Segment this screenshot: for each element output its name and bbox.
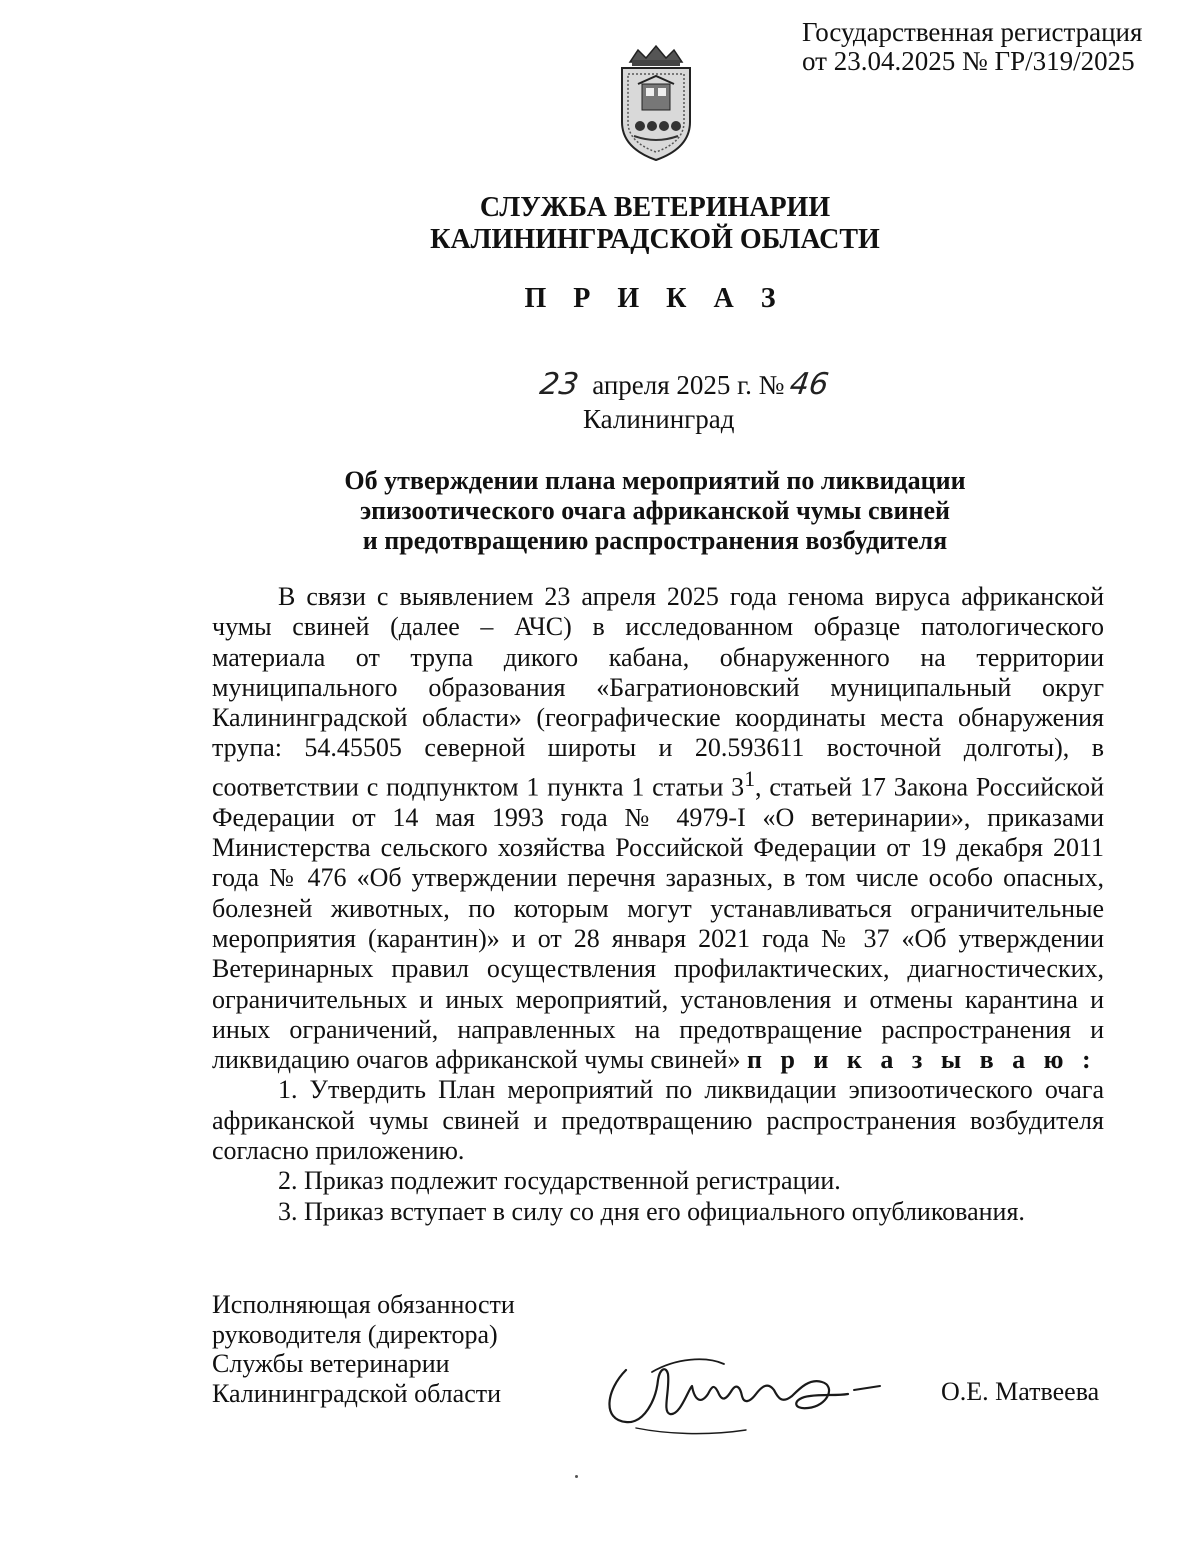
preamble-superscript: 1 bbox=[744, 766, 756, 791]
order-item-2: 2. Приказ подлежит государственной регистрации. bbox=[278, 1166, 841, 1196]
signer-position-line-2: руководителя (директора) bbox=[212, 1319, 498, 1349]
document-type: П Р И К А З bbox=[524, 283, 786, 314]
signer-name: О.Е. Матвеева bbox=[941, 1377, 1100, 1406]
kaliningrad-coat-of-arms-icon bbox=[608, 44, 704, 164]
handwritten-signature-icon bbox=[596, 1350, 896, 1440]
organization-name bbox=[300, 192, 1010, 256]
order-item-3: 3. Приказ вступает в силу со дня его официального опубликования. bbox=[278, 1196, 1025, 1226]
document-body bbox=[212, 582, 1104, 1227]
document-title-line-2: эпизоотического очага африканской чумы свиней bbox=[359, 496, 951, 525]
document-title-line-3: и предотвращению распространения возбудителя bbox=[362, 526, 948, 555]
signer-position bbox=[212, 1290, 515, 1408]
date-month-year: апреля 2025 г. № bbox=[592, 370, 785, 400]
preamble-paragraph bbox=[212, 582, 1104, 1075]
handwritten-day: 23 bbox=[537, 367, 581, 402]
document-title-line-1: Об утверждении плана мероприятий по ликвидации bbox=[344, 466, 966, 495]
organization-name-line-1: СЛУЖБА ВЕТЕРИНАРИИ bbox=[479, 192, 831, 223]
signer-position-line-3: Службы ветеринарии bbox=[212, 1349, 450, 1378]
preamble-text-part-1: В связи с выявлением 23 апреля 2025 года генома вируса африканской чумы свиней (далее – АЧС) в исследованном образце патологического материала от трупа дикого кабана, обнаруженного на территории муниципального образования «Багратионовский муниципальный округ Калининградской области» (географические координаты места обнаружения трупа: 54.45505 северной широты и 20.593611 восточной долготы), в соответствии с подпунктом 1 пункта 1 статьи 3 bbox=[212, 582, 1104, 802]
signer-position-line-1: Исполняющая обязанности bbox=[212, 1290, 515, 1319]
handwritten-number: 46 bbox=[788, 367, 832, 402]
date-line bbox=[537, 367, 832, 402]
document-title bbox=[250, 466, 1060, 556]
preamble-text-part-2: , статьей 17 Закона Российской Федерации от 14 мая 1993 года № 4979-I «О ветеринарии», приказами Министерства сельского хозяйства Российской Федерации от 19 декабря 2011 года № 476 «Об утверждении перечня заразных, в том числе особо опасных, болезней животных, по которым могут устанавливаться ограничительные мероприятия (карантин)» и от 28 января 2021 года № 37 «Об утверждении Ветеринарных правил осуществления профилактических, диагностических, ограничительных и иных мероприятий, установления и отмены карантина и иных ограничений, направленных на предотвращение распространения и ликвидацию очагов африканской чумы свиней» bbox=[212, 772, 1104, 1075]
registration-line-2: от 23.04.2025 № ГР/319/2025 bbox=[802, 46, 1135, 76]
registration-line-1: Государственная регистрация bbox=[802, 17, 1143, 47]
organization-name-line-2: КАЛИНИНГРАДСКОЙ ОБЛАСТИ bbox=[430, 224, 880, 255]
signer-position-line-4: Калининградской области bbox=[212, 1378, 502, 1408]
city: Калининград bbox=[583, 404, 735, 434]
scan-speck bbox=[575, 1475, 578, 1478]
prikazyvayu-word: п р и к а з ы в а ю : bbox=[746, 1045, 1097, 1075]
order-item-1: 1. Утвердить План мероприятий по ликвидации эпизоотического очага африканской чумы свиней и предотвращению распространения возбудителя согласно приложению. bbox=[212, 1075, 1104, 1165]
registration-stamp bbox=[802, 18, 1142, 76]
